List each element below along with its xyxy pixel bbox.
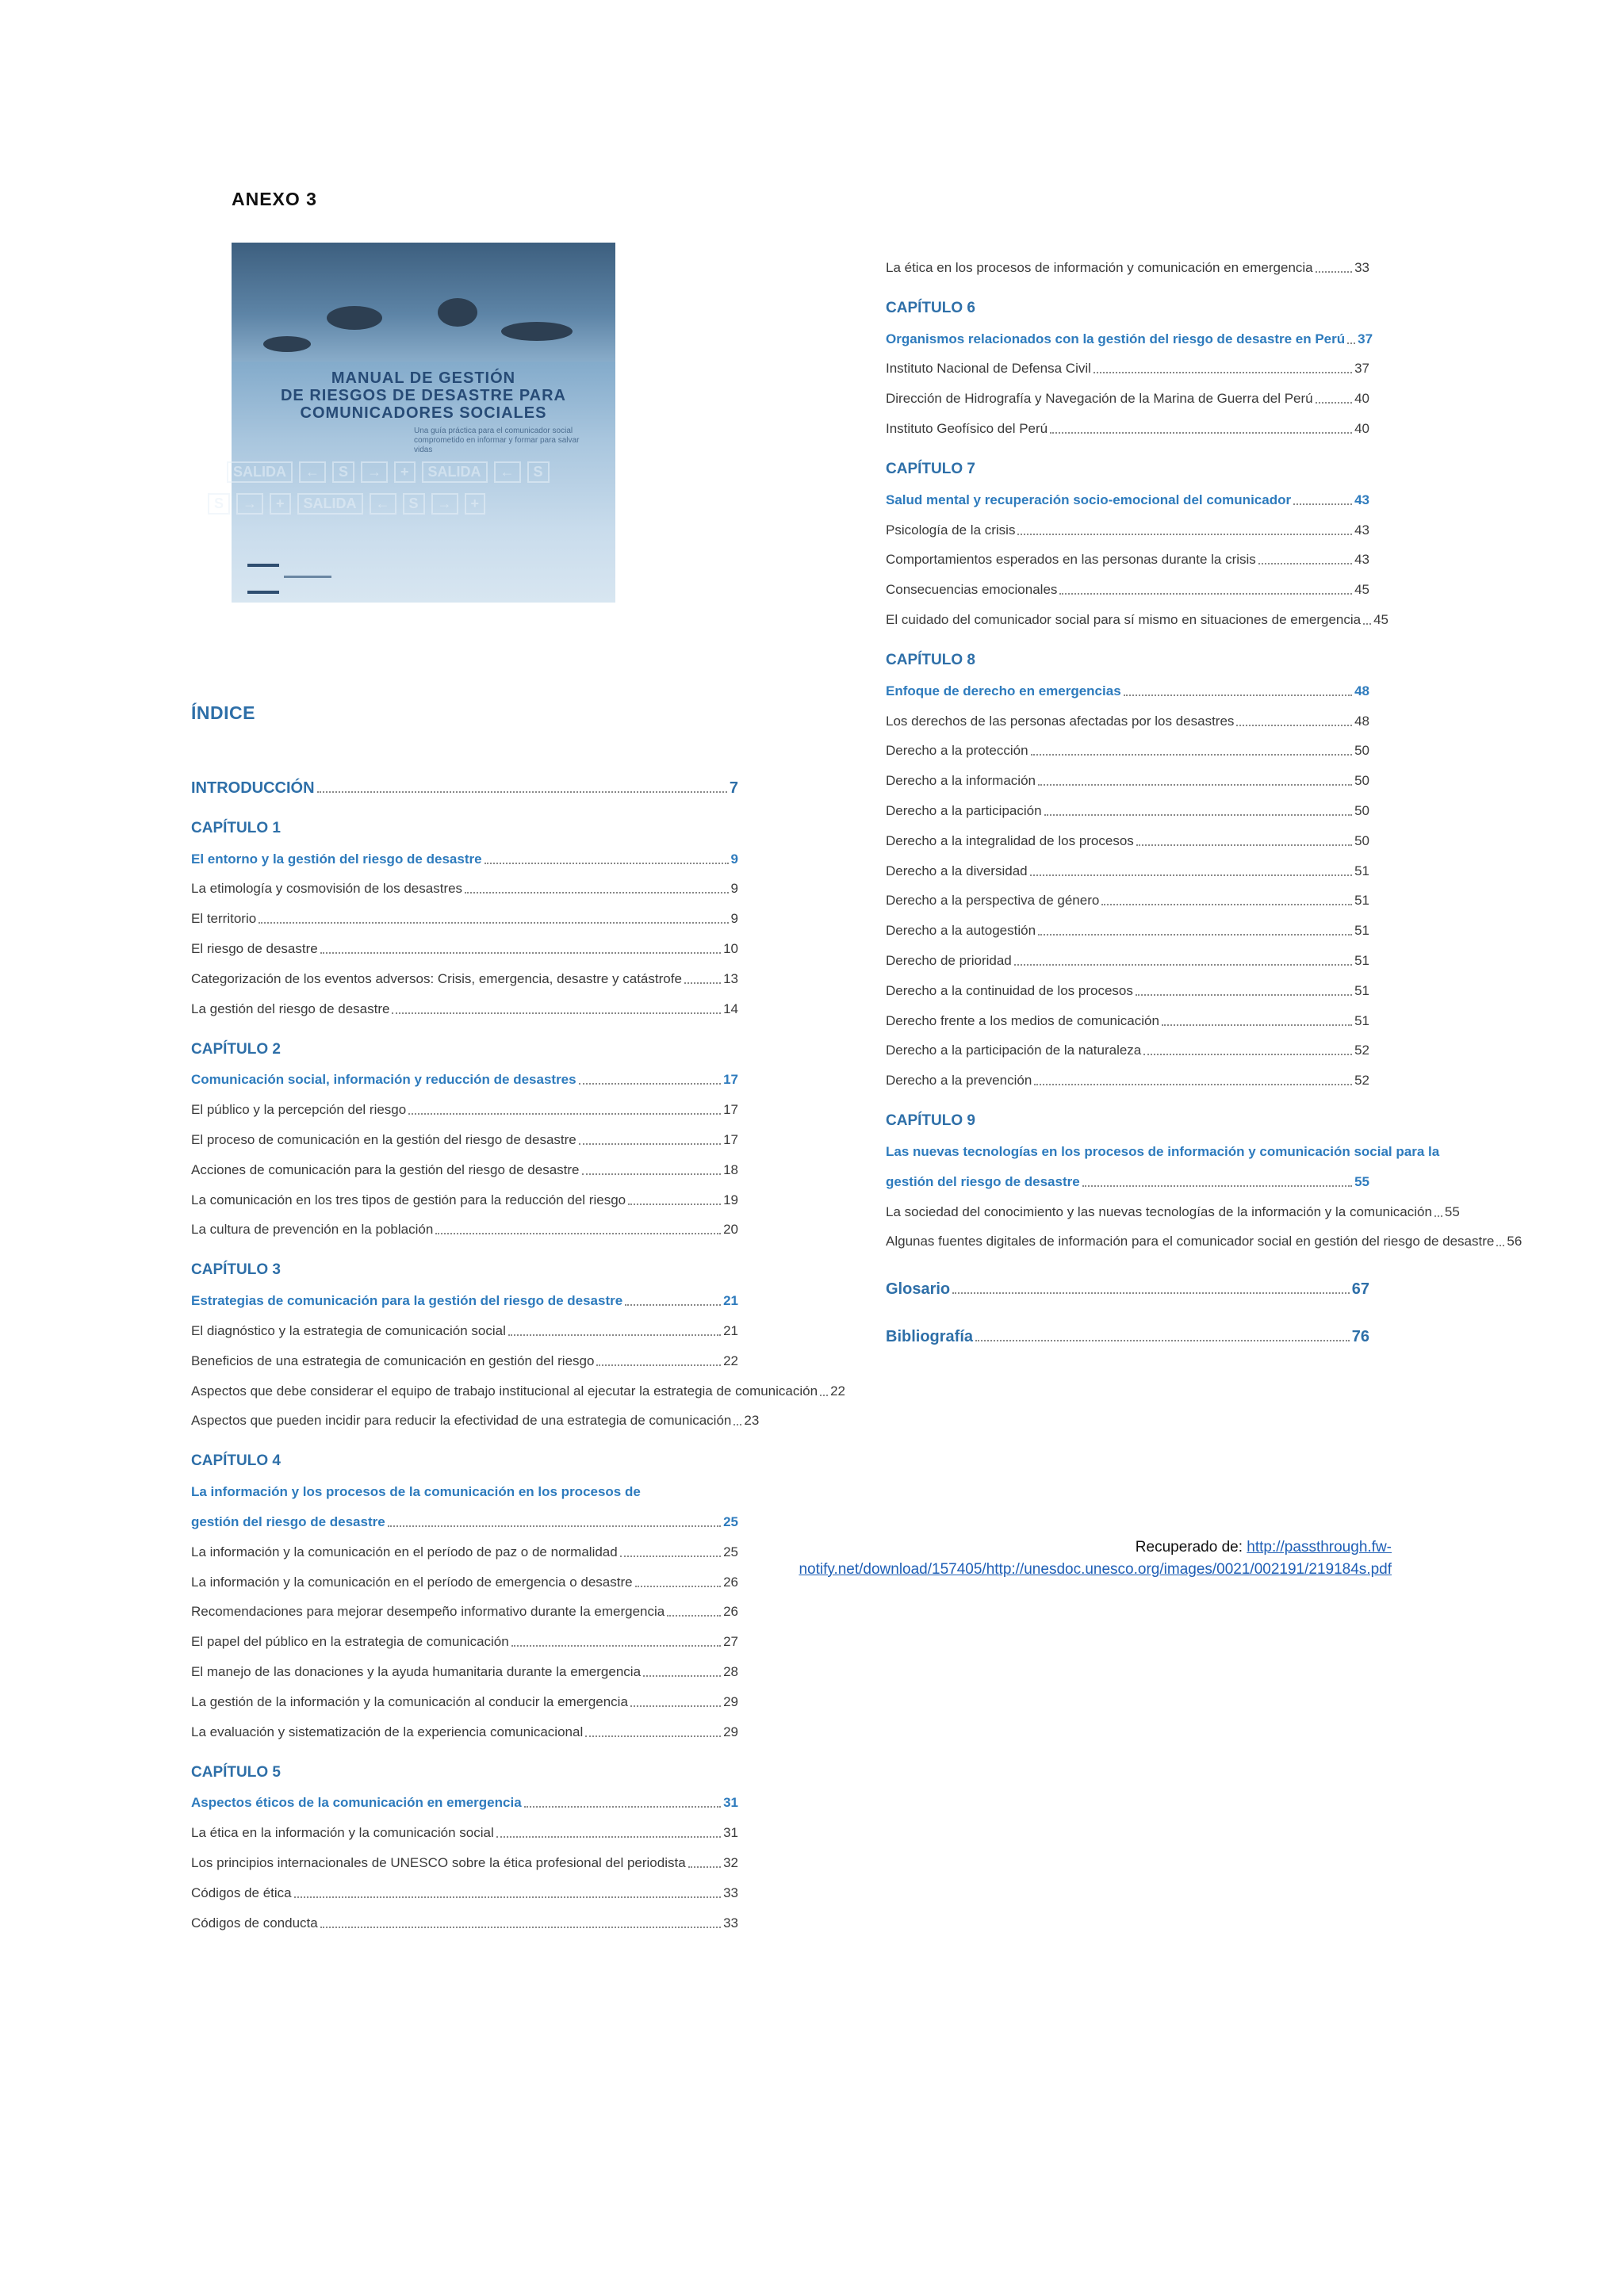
toc-page-number: 67	[1351, 1280, 1369, 1299]
toc-page-number: 26	[723, 1604, 738, 1620]
chapter-heading: CAPÍTULO 4	[191, 1452, 281, 1470]
toc-entry-title: Derecho a la protección	[886, 743, 1028, 759]
toc-page-number: 29	[723, 1724, 738, 1739]
toc-section-entry[interactable]	[886, 1297, 1369, 1345]
toc-entry-title: Comunicación social, información y reducción de desastres	[191, 1072, 576, 1088]
toc-dot-leader	[820, 1395, 828, 1396]
toc-entry[interactable]	[191, 1399, 760, 1429]
toc-dot-leader	[1162, 1024, 1352, 1026]
toc-page-number: 76	[1351, 1328, 1369, 1346]
toc-section-entry[interactable]	[886, 317, 1373, 347]
toc-entry[interactable]	[886, 1220, 1522, 1250]
toc-entry-title: Salud mental y recuperación socio-emocional del comunicador	[886, 492, 1292, 507]
toc-dot-leader	[1258, 563, 1352, 564]
toc-section-entry[interactable]	[191, 1058, 738, 1089]
toc-entry-title: Instituto Nacional de Defensa Civil	[886, 361, 1091, 377]
toc-dot-leader	[1136, 994, 1352, 996]
toc-entry-title: gestión del riesgo de desastre	[191, 1513, 385, 1529]
toc-entry[interactable]	[191, 1560, 738, 1590]
toc-entry[interactable]	[191, 1088, 738, 1118]
toc-dot-leader	[1038, 934, 1352, 936]
toc-entry[interactable]	[886, 508, 1369, 538]
toc-entry-title: Derecho a la autogestión	[886, 923, 1036, 939]
cover-photo	[232, 243, 615, 362]
toc-section-entry[interactable]	[191, 1781, 738, 1812]
toc-entry-title: Aspectos que debe considerar el equipo de trabajo institucional al ejecutar la estrategia de comunicación	[191, 1383, 818, 1399]
toc-entry-title: Derecho a la continuidad de los procesos	[886, 982, 1133, 998]
toc-entry[interactable]	[886, 568, 1369, 598]
toc-page-number: 56	[1507, 1234, 1522, 1249]
toc-dot-leader	[1236, 725, 1352, 726]
toc-dot-leader	[1031, 754, 1353, 756]
toc-page-number: 25	[723, 1513, 738, 1529]
toc-entry-title: El territorio	[191, 911, 257, 927]
toc-entry[interactable]	[886, 999, 1369, 1029]
toc-page-number: 28	[723, 1663, 738, 1679]
toc-section-entry[interactable]	[191, 1500, 738, 1530]
chapter-heading: CAPÍTULO 8	[886, 651, 975, 668]
chapter-heading: CAPÍTULO 6	[886, 299, 975, 316]
toc-dot-leader	[733, 1424, 741, 1425]
toc-page-number: 43	[1354, 492, 1369, 507]
toc-entry-title: La sociedad del conocimiento y las nuevas tecnologías de la información y la comunicación	[886, 1203, 1432, 1219]
toc-dot-leader	[408, 1113, 721, 1115]
toc-dot-leader	[952, 1292, 1350, 1294]
toc-page-number: 23	[744, 1413, 760, 1429]
toc-entry-title: La gestión del riesgo de desastre	[191, 1001, 390, 1016]
toc-page-number: 48	[1354, 713, 1369, 729]
toc-entry[interactable]	[886, 538, 1369, 568]
chapter-heading: CAPÍTULO 7	[886, 460, 975, 477]
toc-page-number: 9	[730, 911, 738, 927]
toc-entry-title: La gestión de la información y la comunicación al conducir la emergencia	[191, 1693, 628, 1709]
toc-page-number: 17	[723, 1131, 738, 1147]
toc-page-number: 50	[1354, 743, 1369, 759]
toc-section-entry[interactable]	[886, 1249, 1369, 1297]
toc-entry-title: Categorización de los eventos adversos: Crisis, emergencia, desastre y catástrofe	[191, 970, 682, 986]
toc-page-number: 17	[723, 1102, 738, 1118]
toc-page-number: 18	[723, 1161, 738, 1177]
toc-entry[interactable]	[886, 789, 1369, 819]
toc-entry[interactable]	[886, 879, 1369, 909]
toc-page-number: 50	[1354, 773, 1369, 789]
toc-page-number: 7	[729, 779, 738, 797]
toc-page-number: 13	[723, 970, 738, 986]
toc-dot-leader	[1059, 593, 1352, 595]
toc-page-number: 51	[1354, 893, 1369, 909]
toc-entry-title: Dirección de Hidrografía y Navegación de la Marina de Guerra del Perú	[886, 391, 1313, 407]
toc-entry[interactable]	[191, 897, 738, 927]
toc-page-number: 51	[1354, 863, 1369, 878]
toc-dot-leader	[1363, 623, 1371, 625]
toc-page-number: 51	[1354, 923, 1369, 939]
toc-dot-leader	[1316, 271, 1352, 273]
toc-entry[interactable]	[191, 867, 738, 897]
toc-entry-title: El entorno y la gestión del riesgo de desastre	[191, 851, 482, 867]
toc-entry-title: Beneficios de una estrategia de comunicación en gestión del riesgo	[191, 1353, 595, 1368]
toc-page-number: 14	[723, 1001, 738, 1016]
toc-page-number: 32	[723, 1854, 738, 1870]
cover-exit-sign-band: SALIDA ← S → + SALIDA ← S	[227, 458, 611, 485]
toc-page-number: 20	[723, 1222, 738, 1238]
toc-dot-leader	[485, 863, 729, 864]
toc-entry-title: Acciones de comunicación para la gestión del riesgo de desastre	[191, 1161, 580, 1177]
toc-entry-title: Consecuencias emocionales	[886, 582, 1058, 598]
toc-dot-leader	[1044, 814, 1353, 816]
toc-dot-leader	[1496, 1245, 1504, 1246]
toc-entry-title: Recomendaciones para mejorar desempeño informativo durante la emergencia	[191, 1604, 665, 1620]
toc-page-number: 33	[723, 1915, 738, 1931]
chapter-heading: CAPÍTULO 1	[191, 819, 281, 836]
toc-entry[interactable]	[191, 1680, 738, 1710]
toc-dot-leader	[579, 1143, 721, 1145]
toc-entry-title: Derecho a la participación	[886, 802, 1042, 818]
toc-dot-leader	[1143, 1054, 1352, 1055]
toc-dot-leader	[630, 1705, 721, 1707]
toc-entry-title: gestión del riesgo de desastre	[886, 1173, 1080, 1189]
toc-entry[interactable]	[191, 927, 738, 957]
toc-entry-title: Derecho de prioridad	[886, 952, 1012, 968]
toc-entry[interactable]	[886, 1190, 1460, 1220]
toc-entry-title: Organismos relacionados con la gestión del riesgo de desastre en Perú	[886, 331, 1346, 346]
toc-page-number: 50	[1354, 832, 1369, 848]
toc-dot-leader	[1136, 844, 1352, 846]
toc-page-number: 17	[723, 1072, 738, 1088]
toc-dot-leader	[585, 1735, 721, 1737]
toc-dot-leader	[465, 892, 728, 894]
toc-page-number: 55	[1444, 1203, 1460, 1219]
toc-dot-leader	[688, 1866, 721, 1868]
toc-section-title-line: La información y los procesos de la comunicación en los procesos de	[191, 1484, 641, 1500]
toc-entry-title: Los derechos de las personas afectadas por los desastres	[886, 713, 1235, 729]
toc-dot-leader	[596, 1364, 721, 1366]
toc-entry[interactable]	[191, 987, 738, 1017]
toc-entry-title: Aspectos que pueden incidir para reducir la efectividad de una estrategia de comunicación	[191, 1413, 732, 1429]
toc-page-number: 43	[1354, 552, 1369, 568]
toc-entry-title: La etimología y cosmovisión de los desastres	[191, 881, 463, 897]
toc-page-number: 29	[723, 1693, 738, 1709]
toc-entry[interactable]	[886, 939, 1369, 969]
toc-dot-leader	[1014, 964, 1352, 966]
chapter-heading: CAPÍTULO 5	[191, 1763, 281, 1781]
toc-page-number: 43	[1354, 522, 1369, 538]
toc-dot-leader	[259, 922, 728, 924]
toc-entry-title: Glosario	[886, 1280, 951, 1299]
toc-entry[interactable]	[886, 909, 1369, 939]
toc-page-number: 45	[1354, 582, 1369, 598]
chapter-heading: CAPÍTULO 3	[191, 1261, 281, 1279]
toc-section-title-line: Las nuevas tecnologías en los procesos de información y comunicación social para la	[886, 1143, 1440, 1159]
toc-entry-title: La ética en la información y la comunicación social	[191, 1825, 494, 1841]
toc-entry-title: Derecho a la integralidad de los procesos	[886, 832, 1134, 848]
toc-dot-leader	[1050, 432, 1352, 434]
toc-dot-leader	[1094, 372, 1352, 373]
unesco-logo-icon	[247, 564, 279, 594]
toc-page-number: 52	[1354, 1073, 1369, 1089]
toc-dot-leader	[508, 1334, 721, 1336]
toc-entry-title: Los principios internacionales de UNESCO sobre la ética profesional del periodista	[191, 1854, 686, 1870]
toc-dot-leader	[635, 1586, 721, 1587]
index-title: ÍNDICE	[191, 702, 255, 723]
toc-entry-title: Derecho a la participación de la naturaleza	[886, 1043, 1142, 1058]
toc-dot-leader	[625, 1304, 721, 1306]
toc-page-number: 21	[723, 1322, 738, 1338]
toc-entry-title: La información y la comunicación en el período de emergencia o desastre	[191, 1574, 633, 1590]
toc-page-number: 48	[1354, 683, 1369, 698]
toc-entry[interactable]	[191, 1178, 738, 1208]
toc-entry[interactable]	[191, 1118, 738, 1148]
toc-entry-title: La ética en los procesos de información y comunicación en emergencia	[886, 259, 1313, 275]
toc-dot-leader	[496, 1836, 721, 1838]
toc-entry[interactable]	[886, 759, 1369, 789]
toc-entry[interactable]	[886, 598, 1389, 628]
toc-entry-title: Derecho frente a los medios de comunicación	[886, 1012, 1159, 1028]
toc-entry[interactable]	[191, 1369, 845, 1399]
toc-entry-title: La información y la comunicación en el período de paz o de normalidad	[191, 1544, 618, 1559]
cover-exit-sign-band-2: S → + SALIDA ← S → +	[208, 490, 592, 517]
toc-page-number: 33	[723, 1885, 738, 1900]
toc-dot-leader	[317, 791, 727, 793]
toc-entry-title: Enfoque de derecho en emergencias	[886, 683, 1121, 698]
toc-entry-title: Psicología de la crisis	[886, 522, 1016, 538]
toc-page-number: 40	[1354, 391, 1369, 407]
toc-page-number: 33	[1354, 259, 1369, 275]
toc-entry-title: El diagnóstico y la estrategia de comunicación social	[191, 1322, 506, 1338]
toc-entry[interactable]	[191, 1208, 738, 1238]
toc-page-number: 52	[1354, 1043, 1369, 1058]
toc-dot-leader	[320, 1927, 721, 1928]
toc-dot-leader	[620, 1556, 721, 1557]
toc-entry-title: Bibliografía	[886, 1328, 974, 1346]
toc-entry-title: Aspectos éticos de la comunicación en emergencia	[191, 1795, 522, 1811]
toc-page-number: 37	[1358, 331, 1373, 346]
toc-section-entry[interactable]	[886, 669, 1369, 699]
toc-entry[interactable]	[191, 1710, 738, 1740]
toc-entry-title: El papel del público en la estrategia de comunicación	[191, 1634, 509, 1650]
toc-dot-leader	[1034, 1084, 1352, 1085]
toc-entry-title: El público y la percepción del riesgo	[191, 1102, 407, 1118]
toc-page-number: 22	[723, 1353, 738, 1368]
source-link[interactable]: http://passthrough.fw- notify.net/download/157405/http://unesdoc.unesco.org/images/0021/002191/219184s.pdf	[799, 1539, 1392, 1578]
toc-page-number: 37	[1354, 361, 1369, 377]
toc-entry-title: INTRODUCCIÓN	[191, 779, 315, 797]
toc-dot-leader	[579, 1083, 721, 1085]
toc-dot-leader	[975, 1340, 1350, 1341]
toc-entry[interactable]	[191, 1841, 738, 1871]
toc-entry[interactable]	[886, 819, 1369, 849]
toc-entry-title: Códigos de ética	[191, 1885, 292, 1900]
toc-entry-title: El manejo de las donaciones y la ayuda humanitaria durante la emergencia	[191, 1663, 642, 1679]
toc-entry-title: Derecho a la información	[886, 773, 1036, 789]
toc-entry[interactable]	[886, 377, 1369, 407]
toc-page-number: 21	[723, 1293, 738, 1309]
toc-entry[interactable]	[886, 849, 1369, 879]
toc-page-number: 40	[1354, 420, 1369, 436]
toc-dot-leader	[643, 1675, 721, 1677]
toc-entry-title: Derecho a la perspectiva de género	[886, 893, 1100, 909]
toc-entry[interactable]	[886, 347, 1369, 377]
toc-page-number: 26	[723, 1574, 738, 1590]
toc-page-number: 9	[730, 881, 738, 897]
cover-title: MANUAL DE GESTIÓN DE RIESGOS DE DESASTRE PARA COMUNICADORES SOCIALES	[280, 369, 567, 422]
toc-entry[interactable]	[191, 1811, 738, 1841]
toc-dot-leader	[1017, 534, 1352, 535]
toc-dot-leader	[1347, 342, 1355, 344]
toc-dot-leader	[294, 1896, 721, 1898]
toc-page-number: 9	[730, 851, 738, 867]
toc-page-number: 10	[723, 940, 738, 956]
toc-entry[interactable]	[886, 407, 1369, 437]
cover-subtitle: Una guía práctica para el comunicador social comprometido en informar y formar para salvar vidas	[414, 427, 580, 454]
toc-left-column	[191, 766, 845, 1931]
toc-dot-leader	[511, 1645, 721, 1647]
logo-divider	[284, 576, 331, 578]
toc-entry[interactable]	[886, 1058, 1369, 1089]
toc-dot-leader	[435, 1233, 721, 1234]
toc-entry-title: Derecho a la diversidad	[886, 863, 1028, 878]
toc-entry[interactable]	[191, 1871, 738, 1901]
toc-dot-leader	[1434, 1215, 1442, 1217]
toc-entry[interactable]	[191, 1339, 738, 1369]
toc-page-number: 51	[1354, 982, 1369, 998]
toc-dot-leader	[388, 1525, 721, 1527]
toc-dot-leader	[1030, 874, 1352, 876]
toc-page-number: 27	[723, 1634, 738, 1650]
toc-entry[interactable]	[191, 1148, 738, 1178]
chapter-heading: CAPÍTULO 9	[886, 1112, 975, 1130]
toc-entry-title: Instituto Geofísico del Perú	[886, 420, 1048, 436]
toc-right-column	[886, 246, 1522, 1346]
toc-entry-title: Estrategias de comunicación para la gestión del riesgo de desastre	[191, 1293, 623, 1309]
toc-dot-leader	[524, 1806, 721, 1808]
toc-dot-leader	[320, 952, 721, 954]
toc-entry-title: El riesgo de desastre	[191, 940, 318, 956]
toc-page-number: 31	[723, 1795, 738, 1811]
toc-entry-title: Algunas fuentes digitales de información para el comunicador social en gestión del riesgo de desastre	[886, 1234, 1495, 1249]
toc-entry-title: El proceso de comunicación en la gestión del riesgo de desastre	[191, 1131, 576, 1147]
toc-entry[interactable]	[191, 1650, 738, 1680]
toc-entry-title: La evaluación y sistematización de la experiencia comunicacional	[191, 1724, 584, 1739]
toc-entry[interactable]	[191, 1620, 738, 1650]
annex-label: ANEXO 3	[232, 189, 317, 209]
toc-dot-leader	[667, 1615, 721, 1617]
toc-page-number: 55	[1354, 1173, 1369, 1189]
toc-section-entry[interactable]	[886, 1160, 1369, 1190]
toc-entry-title: La comunicación en los tres tipos de gestión para la reducción del riesgo	[191, 1192, 626, 1207]
toc-dot-leader	[684, 982, 721, 984]
toc-entry-title: Códigos de conducta	[191, 1915, 318, 1931]
toc-entry-title: Derecho a la prevención	[886, 1073, 1032, 1089]
toc-dot-leader	[1038, 784, 1352, 786]
toc-dot-leader	[1124, 695, 1352, 696]
toc-dot-leader	[1293, 503, 1352, 505]
toc-page-number: 19	[723, 1192, 738, 1207]
toc-entry[interactable]	[191, 1530, 738, 1560]
toc-dot-leader	[392, 1012, 721, 1014]
toc-page-number: 22	[830, 1383, 845, 1399]
toc-page-number: 45	[1373, 611, 1389, 627]
toc-section-entry[interactable]	[191, 837, 738, 867]
toc-entry[interactable]	[191, 1309, 738, 1339]
toc-dot-leader	[1082, 1185, 1352, 1187]
toc-page-number: 25	[723, 1544, 738, 1559]
toc-entry[interactable]	[886, 729, 1369, 760]
toc-dot-leader	[628, 1203, 721, 1205]
toc-entry-title: La cultura de prevención en la población	[191, 1222, 434, 1238]
source-citation: Recuperado de: http://passthrough.fw- notify.net/download/157405/http://unesdoc.unesco.org/images/0021/002191/219184s.pdf	[799, 1539, 1392, 1578]
toc-entry[interactable]	[886, 969, 1369, 999]
toc-page-number: 50	[1354, 802, 1369, 818]
toc-dot-leader	[1316, 402, 1352, 404]
toc-page-number: 51	[1354, 1012, 1369, 1028]
toc-entry[interactable]	[191, 1590, 738, 1621]
toc-entry[interactable]	[886, 246, 1369, 276]
toc-entry[interactable]	[886, 1029, 1369, 1059]
toc-entry[interactable]	[191, 957, 738, 987]
toc-page-number: 51	[1354, 952, 1369, 968]
chapter-heading: CAPÍTULO 2	[191, 1040, 281, 1058]
toc-section-entry[interactable]	[191, 766, 738, 796]
toc-entry-title: El cuidado del comunicador social para sí mismo en situaciones de emergencia	[886, 611, 1362, 627]
toc-section-entry[interactable]	[191, 1279, 738, 1309]
toc-dot-leader	[1101, 904, 1352, 905]
toc-page-number: 31	[723, 1825, 738, 1841]
toc-entry[interactable]	[886, 699, 1369, 729]
manual-cover-image	[214, 243, 615, 603]
toc-section-entry[interactable]	[886, 478, 1369, 508]
toc-entry[interactable]	[191, 1901, 738, 1931]
toc-entry-title: Comportamientos esperados en las personas durante la crisis	[886, 552, 1256, 568]
toc-dot-leader	[582, 1173, 722, 1175]
